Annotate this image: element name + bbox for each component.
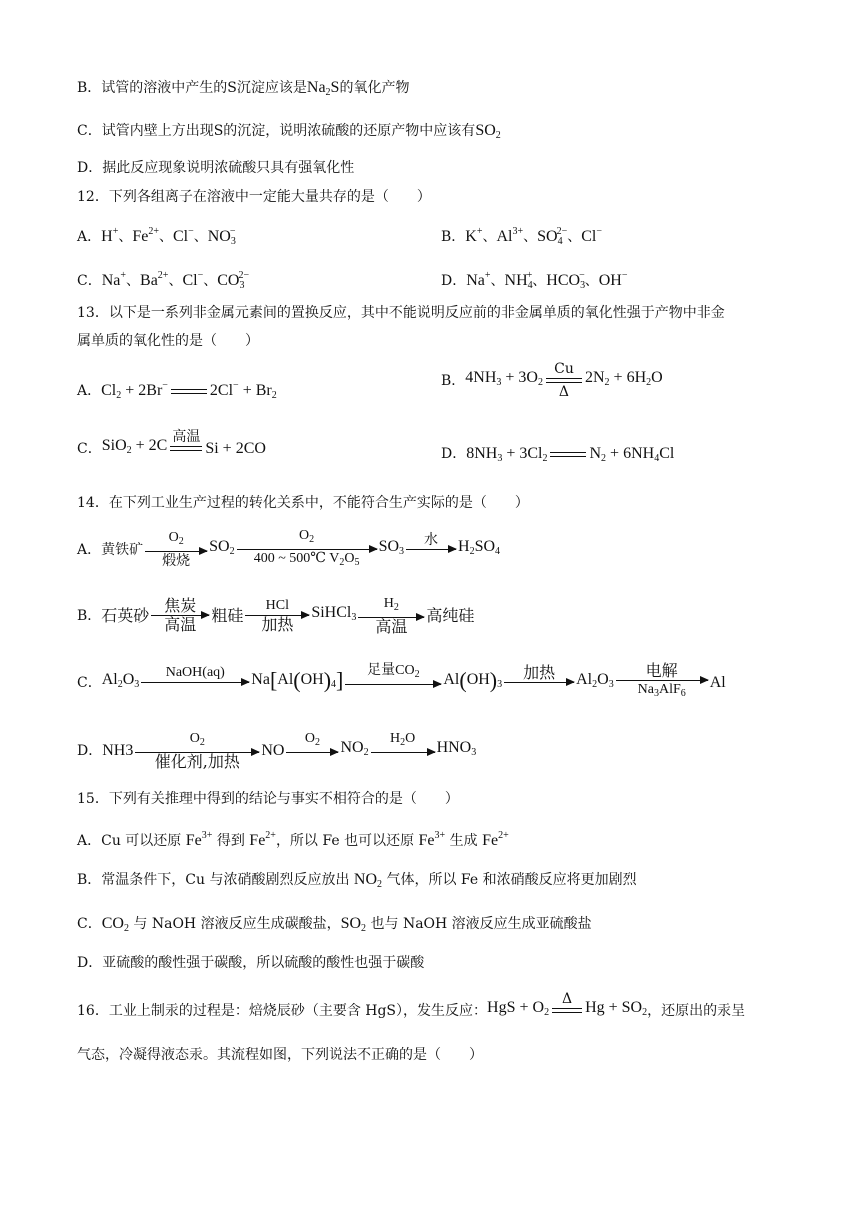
q14-stem: 14．在下列工业生产过程的转化关系中，不能符合生产实际的是（ ） — [77, 495, 529, 511]
q13-option-a: A．Cl2 + 2Br− 2Cl− + Br2 — [77, 380, 277, 401]
reaction-arrow: $\frac{O_2}{400 \sim 500℃ V_2O_5}$ — [237, 527, 377, 572]
q15-option-b: B．常温条件下，Cu 与浓硝酸剧烈反应放出 NO2 气体，所以 Fe 和浓硝酸反应将更加剧烈 — [77, 871, 637, 890]
equals-sign-with-conditions: Δ — [552, 990, 582, 1031]
reaction-arrow: $O_2$ 催化剂,加热 — [135, 730, 259, 771]
q15-stem: 15．下列有关推理中得到的结论与事实不相符合的是（ ） — [77, 791, 459, 807]
q11-option-d: D．据此反应现象说明浓硫酸只具有强氧化性 — [77, 160, 355, 176]
equals-sign-with-conditions: Cu Δ — [546, 360, 582, 401]
q13-option-b: B．4NH3 + 3O2 Cu Δ 2N2 + 6H2O — [441, 361, 663, 400]
q12-option-b: B．K+、$Al^{3+}$、$SO4^{2-}$、Cl− — [441, 226, 602, 247]
q14-option-c: C．Al2O3 NaOH(aq) Na[Al(OH)4] 足量$CO_2$ Al(OH)3 加热 Al2O3 电解 $Na_3AlF_6$ Al — [77, 662, 726, 703]
reaction-arrow: $O_2$ 煅烧 — [145, 529, 207, 570]
reaction-arrow: $O_2$ — [286, 730, 338, 771]
reaction-arrow: 水 — [406, 531, 456, 568]
reaction-arrow: $H_2O$ — [371, 730, 435, 771]
q12-option-a: A．H+、$Fe^{2+}$、Cl−、NO3− — [77, 226, 236, 247]
q13-option-c: C．SiO2 + 2C 高温 Si + 2CO — [77, 428, 266, 469]
formula: Na2S — [306, 79, 340, 98]
q13-stem-line2: 属单质的氧化性的是（ ） — [77, 333, 259, 349]
q15-option-a: A．Cu 可以还原 $Fe^{3+}$ 得到 $Fe^{2+}$，所以 Fe 也可以还原 $Fe^{3+}$ 生成 $Fe^{2+}$ — [77, 830, 509, 849]
q16-stem-line1: 16．工业上制汞的过程是：焙烧辰砂（主要含 HgS），发生反应：HgS + O2 Δ Hg + SO2，还原出的汞呈 — [77, 990, 745, 1031]
q13-option-d: D．8NH3 + 3Cl2 N2 + 6NH4Cl — [441, 445, 675, 464]
q12-stem: 12．下列各组离子在溶液中一定能大量共存的是（ ） — [77, 189, 431, 205]
q13-stem-line1: 13．以下是一系列非金属元素间的置换反应，其中不能说明反应前的非金属单质的氧化性强于产物中非金 — [77, 305, 725, 321]
q16-stem-line2: 气态，冷凝得液态汞。其流程如图，下列说法不正确的是（ ） — [77, 1047, 483, 1063]
reaction-arrow: 电解 $Na_3AlF_6$ — [616, 662, 708, 703]
q12-option-d: D．Na+、NH4+、HCO3−、OH− — [441, 270, 628, 291]
reaction-arrow: HCl 加热 — [245, 597, 309, 634]
reaction-arrow: $H_2$ 高温 — [358, 595, 424, 636]
q12-option-c: C．Na+、$Ba^{2+}$、Cl−、$CO3^{2-}$ — [77, 270, 250, 291]
equals-sign — [550, 452, 586, 457]
reaction-arrow: NaOH(aq) — [141, 664, 249, 701]
q14-option-b: B．石英砂 焦炭 高温 粗硅 HCl 加热 SiHCl3 $H_2$ 高温 高纯硅 — [77, 596, 475, 636]
q11-option-b: B．试管的溶液中产生的S沉淀应该是Na2S的氧化产物 — [77, 79, 410, 98]
formula: SO2 — [475, 122, 501, 141]
q14-option-a: A．黄铁矿 $O_2$ 煅烧 SO2 $\frac{O_2}{400 \sim 500℃ V_2O_5}$ SO3 水 H2SO4 — [77, 527, 500, 572]
reaction-arrow: 焦炭 高温 — [151, 597, 209, 634]
q15-option-d: D．亚硫酸的酸性强于碳酸，所以硫酸的酸性也强于碳酸 — [77, 955, 425, 971]
reaction-arrow: 加热 — [504, 664, 574, 701]
equals-sign-with-conditions: 高温 — [170, 428, 202, 469]
q15-option-c: C．CO2 与 NaOH 溶液反应生成碳酸盐，SO2 也与 NaOH 溶液反应生成亚硫酸盐 — [77, 915, 592, 934]
q11-option-c: C．试管内壁上方出现S的沉淀，说明浓硫酸的还原产物中应该有SO2 — [77, 122, 501, 141]
q14-option-d: D．NH3 $O_2$ 催化剂,加热 NO $O_2$ NO2 $H_2O$ HNO3 — [77, 731, 477, 771]
reaction-arrow: 足量$CO_2$ — [345, 662, 441, 703]
equals-sign — [171, 389, 207, 394]
